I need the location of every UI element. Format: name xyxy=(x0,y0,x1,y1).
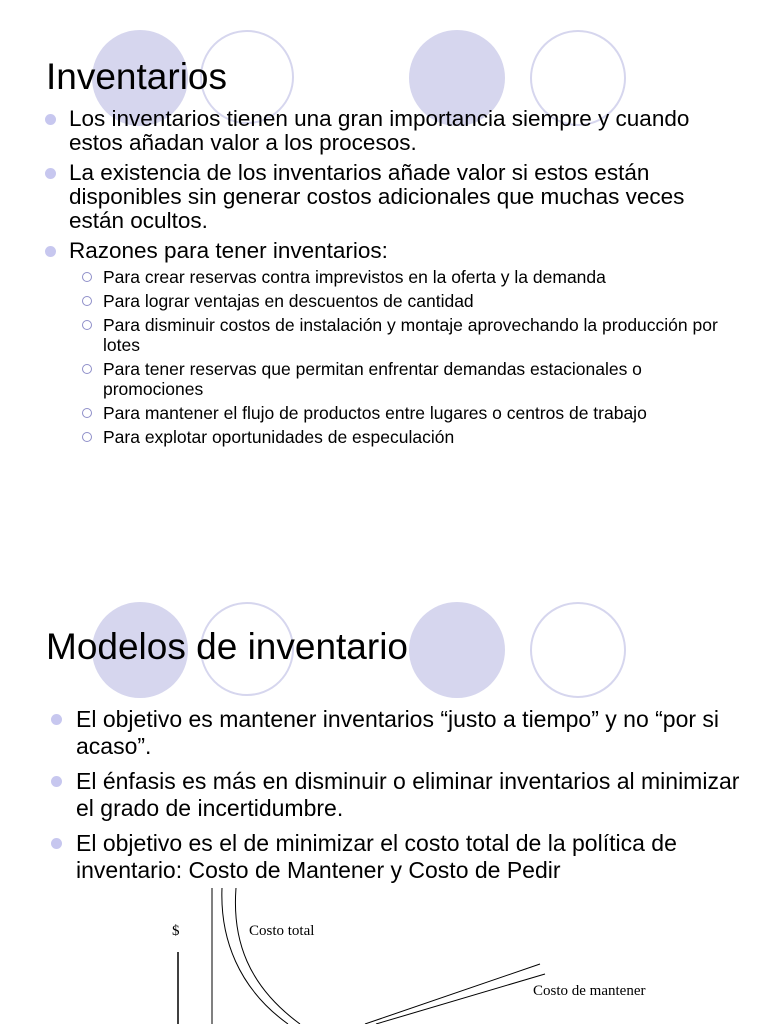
bullet-item xyxy=(45,161,745,233)
ring-bullet-icon xyxy=(82,272,92,282)
bullet-dot-icon xyxy=(45,246,56,257)
slide-title: Inventarios xyxy=(46,56,227,97)
sub-bullet-text: Para mantener el flujo de productos entre lugares o centros de trabajo xyxy=(103,403,647,423)
slide-modelos-de-inventario xyxy=(0,578,768,1024)
total-cost-curve-outer xyxy=(222,888,288,1024)
bullet-dot-icon xyxy=(51,714,62,725)
bullet-item xyxy=(51,706,741,760)
bullet-text: Razones para tener inventarios: xyxy=(69,238,388,263)
bullet-item xyxy=(45,107,745,155)
y-axis-label: $ xyxy=(172,923,180,939)
sub-bullet-text: Para lograr ventajas en descuentos de cantidad xyxy=(103,291,474,311)
sub-bullet-list xyxy=(69,267,745,447)
bullet-item xyxy=(45,239,745,447)
sub-bullet-item xyxy=(79,359,745,399)
bullet-dot-icon xyxy=(51,776,62,787)
bullet-dot-icon xyxy=(45,168,56,179)
bullet-dot-icon xyxy=(45,114,56,125)
cost-curves-diagram xyxy=(0,878,768,1024)
bullet-text: Los inventarios tienen una gran importancia siempre y cuando estos añadan valor a los procesos. xyxy=(69,106,690,155)
holding-cost-label: Costo de mantener xyxy=(533,983,646,999)
sub-bullet-item xyxy=(79,267,745,287)
total-cost-curve-inner xyxy=(235,888,300,1024)
decorative-circle-outline xyxy=(530,602,626,698)
slide-title: Modelos de inventario xyxy=(46,626,408,667)
ring-bullet-icon xyxy=(82,296,92,306)
sub-bullet-item xyxy=(79,315,745,355)
sub-bullet-text: Para explotar oportunidades de especulación xyxy=(103,427,455,447)
ring-bullet-icon xyxy=(82,432,92,442)
bullet-text: El énfasis es más en disminuir o eliminar inventarios al minimizar el grado de incertidumbre. xyxy=(76,768,740,821)
ring-bullet-icon xyxy=(82,320,92,330)
total-cost-label: Costo total xyxy=(249,923,315,939)
bullet-dot-icon xyxy=(51,838,62,849)
decorative-circle-filled xyxy=(409,602,505,698)
holding-cost-line-lower xyxy=(376,974,545,1024)
sub-bullet-text: Para disminuir costos de instalación y montaje aprovechando la producción por lotes xyxy=(103,315,718,355)
bullet-text: El objetivo es el de minimizar el costo total de la política de inventario: Costo de Mantener y Costo de Pedir xyxy=(76,830,677,883)
bullet-text: La existencia de los inventarios añade valor si estos están disponibles sin generar costos adicionales que muchas veces están ocultos. xyxy=(69,160,685,233)
bullet-text: El objetivo es mantener inventarios “justo a tiempo” y no “por si acaso”. xyxy=(76,706,720,759)
sub-bullet-item xyxy=(79,291,745,311)
ring-bullet-icon xyxy=(82,364,92,374)
sub-bullet-text: Para crear reservas contra imprevistos en la oferta y la demanda xyxy=(103,267,606,287)
holding-cost-line-upper xyxy=(365,964,540,1024)
bullet-list xyxy=(51,706,741,892)
bullet-item xyxy=(51,768,741,822)
bullet-list xyxy=(45,107,745,453)
sub-bullet-item xyxy=(79,403,745,423)
sub-bullet-item xyxy=(79,427,745,447)
sub-bullet-text: Para tener reservas que permitan enfrentar demandas estacionales o promociones xyxy=(103,359,642,399)
ring-bullet-icon xyxy=(82,408,92,418)
bullet-item xyxy=(51,830,741,884)
